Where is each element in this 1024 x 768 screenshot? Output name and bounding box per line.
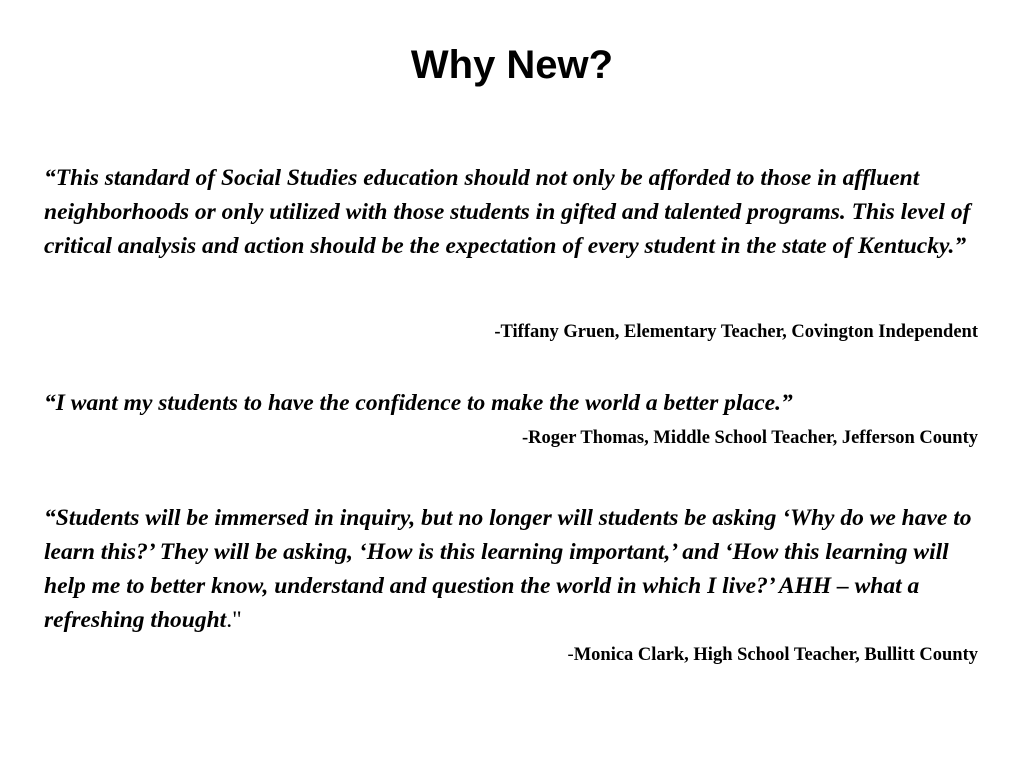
quote-roger-thomas: “I want my students to have the confidence to make the world a better place.” bbox=[44, 390, 793, 416]
attribution-tiffany-gruen: -Tiffany Gruen, Elementary Teacher, Covington Independent bbox=[494, 322, 978, 342]
quote-tiffany-gruen: “This standard of Social Studies education should not only be afforded to those in affluent neighborhoods or only utilized with those students in gifted and talented programs. This level of critical analysis and action should be the expectation of every student in the state of Kentucky.” bbox=[44, 165, 971, 259]
attribution-roger-thomas: -Roger Thomas, Middle School Teacher, Jefferson County bbox=[521, 428, 978, 448]
attribution-monica-clark bbox=[568, 643, 978, 667]
slide-title: Why New? bbox=[410, 43, 614, 87]
attribution-monica-clark-name: Monica Clark, High School Teacher, Bullitt County bbox=[573, 645, 978, 665]
quote-monica-clark-text: “Students will be immersed in inquiry, but no longer will students be asking ‘Why do we have to learn this?’ They will be asking, ‘How is this learning important,’ and ‘How this learning will help me to better know, understand and question the world in which I live?’ AHH – what a refreshing thought bbox=[44, 505, 972, 633]
quote-monica-clark bbox=[44, 501, 984, 637]
attribution-dash: - bbox=[567, 645, 574, 665]
quote-monica-clark-end: ." bbox=[226, 607, 242, 633]
